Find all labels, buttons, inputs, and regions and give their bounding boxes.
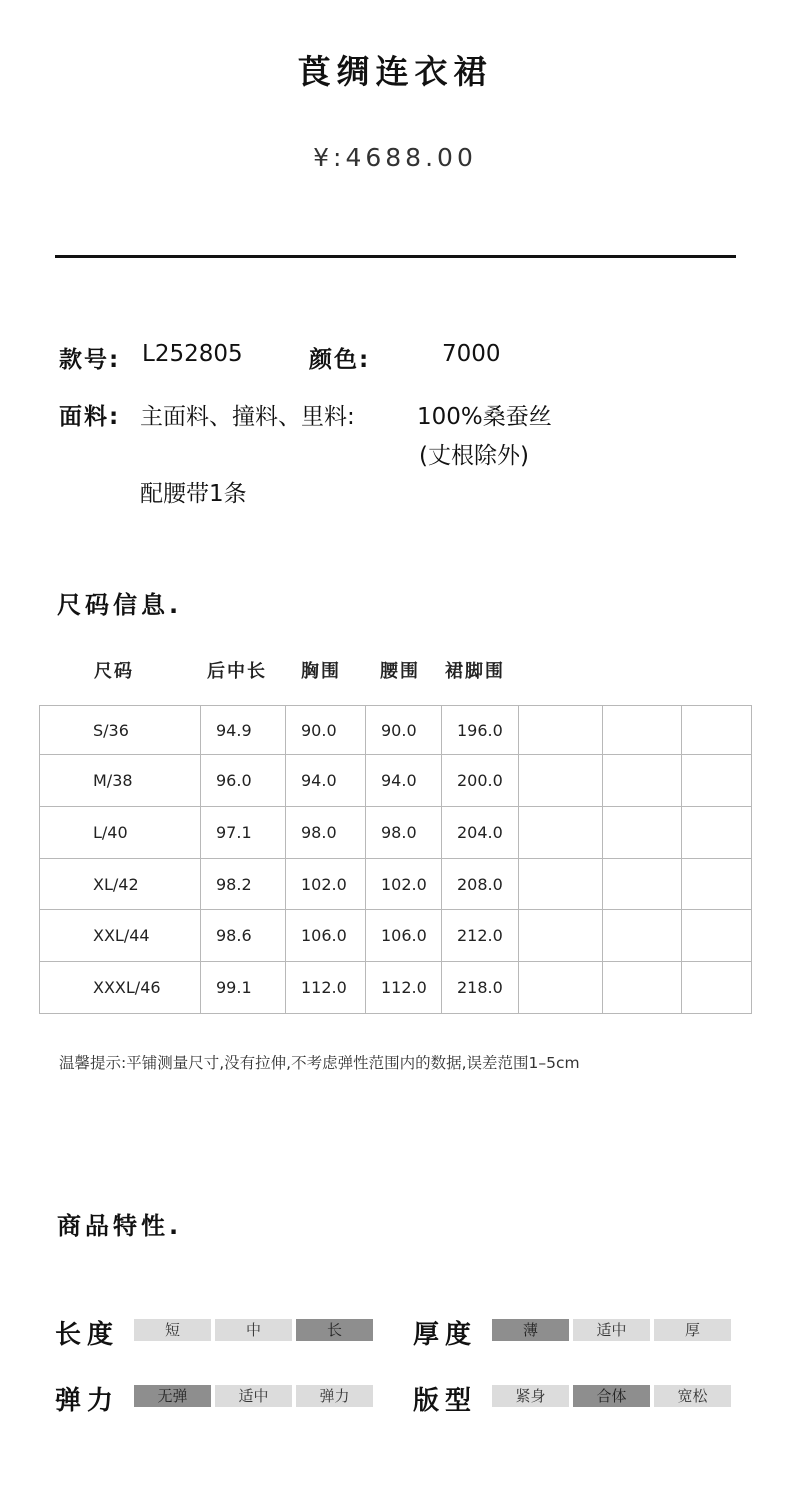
back-length-cell: 98.6 [201,910,286,962]
fit-option-tight: 紧身 [492,1385,569,1407]
header-divider [55,255,736,258]
empty-cell [682,962,752,1014]
back-length-cell: 98.2 [201,859,286,910]
hem-cell: 218.0 [442,962,519,1014]
empty-cell [682,706,752,755]
empty-cell [519,755,603,807]
elasticity-option-stretch: 弹力 [296,1385,373,1407]
empty-cell [603,706,682,755]
back-length-cell: 94.9 [201,706,286,755]
empty-cell [519,706,603,755]
empty-cell [682,807,752,859]
measurement-note: 温馨提示:平铺测量尺寸,没有拉伸,不考虑弹性范围内的数据,误差范围1–5cm [59,1054,580,1072]
size-cell: M/38 [40,755,201,807]
empty-cell [519,807,603,859]
size-section-title: 尺码信息. [57,591,183,619]
table-row [40,910,752,962]
bust-cell: 98.0 [286,807,366,859]
features-section-title: 商品特性. [57,1212,183,1240]
table-row [40,755,752,807]
product-title: 莨绸连衣裙 [297,52,493,91]
empty-cell [519,910,603,962]
hem-cell: 212.0 [442,910,519,962]
bust-cell: 90.0 [286,706,366,755]
length-option-short: 短 [134,1319,211,1341]
thickness-option-thin: 薄 [492,1319,569,1341]
back-length-cell: 96.0 [201,755,286,807]
waist-cell: 102.0 [366,859,442,910]
empty-cell [682,859,752,910]
waist-cell: 98.0 [366,807,442,859]
header-size: 尺码 [94,661,134,682]
hem-cell: 208.0 [442,859,519,910]
empty-cell [519,859,603,910]
size-table [39,705,752,1014]
bust-cell: 106.0 [286,910,366,962]
length-label: 长度 [55,1320,120,1350]
style-number-label: 款号: [59,347,121,373]
table-row [40,859,752,910]
size-cell: XL/42 [40,859,201,910]
bust-cell: 94.0 [286,755,366,807]
header-bust: 胸围 [301,661,341,682]
table-row [40,706,752,755]
header-waist: 腰围 [380,661,420,682]
hem-cell: 204.0 [442,807,519,859]
empty-cell [519,962,603,1014]
empty-cell [603,859,682,910]
thickness-option-medium: 适中 [573,1319,650,1341]
thickness-label: 厚度 [413,1320,478,1350]
size-cell: L/40 [40,807,201,859]
elasticity-option-none: 无弹 [134,1385,211,1407]
fabric-label: 面料: [59,404,121,430]
length-option-long: 长 [296,1319,373,1341]
empty-cell [682,755,752,807]
table-row [40,807,752,859]
bust-cell: 112.0 [286,962,366,1014]
thickness-option-thick: 厚 [654,1319,731,1341]
empty-cell [682,910,752,962]
fit-label: 版型 [413,1386,478,1416]
hem-cell: 200.0 [442,755,519,807]
hem-cell: 196.0 [442,706,519,755]
empty-cell [603,910,682,962]
color-value: 7000 [442,341,501,367]
waist-cell: 90.0 [366,706,442,755]
color-label: 颜色: [309,347,371,373]
size-cell: XXXL/46 [40,962,201,1014]
waist-cell: 106.0 [366,910,442,962]
size-cell: S/36 [40,706,201,755]
elasticity-label: 弹力 [55,1386,120,1416]
bust-cell: 102.0 [286,859,366,910]
empty-cell [603,962,682,1014]
table-row [40,962,752,1014]
elasticity-option-medium: 适中 [215,1385,292,1407]
back-length-cell: 97.1 [201,807,286,859]
style-number-value: L252805 [142,341,243,367]
fabric-value: 100%桑蚕丝 [417,404,552,430]
size-cell: XXL/44 [40,910,201,962]
waist-cell: 94.0 [366,755,442,807]
empty-cell [603,807,682,859]
header-back-length: 后中长 [207,661,267,682]
length-option-medium: 中 [215,1319,292,1341]
empty-cell [603,755,682,807]
fit-option-loose: 宽松 [654,1385,731,1407]
header-hem: 裙脚围 [445,661,505,682]
fit-option-regular: 合体 [573,1385,650,1407]
back-length-cell: 99.1 [201,962,286,1014]
waist-cell: 112.0 [366,962,442,1014]
accessory-note: 配腰带1条 [140,481,247,507]
fabric-note: (丈根除外) [419,443,529,469]
product-price: ¥:4688.00 [313,143,477,172]
fabric-parts: 主面料、撞料、里料: [140,404,355,430]
